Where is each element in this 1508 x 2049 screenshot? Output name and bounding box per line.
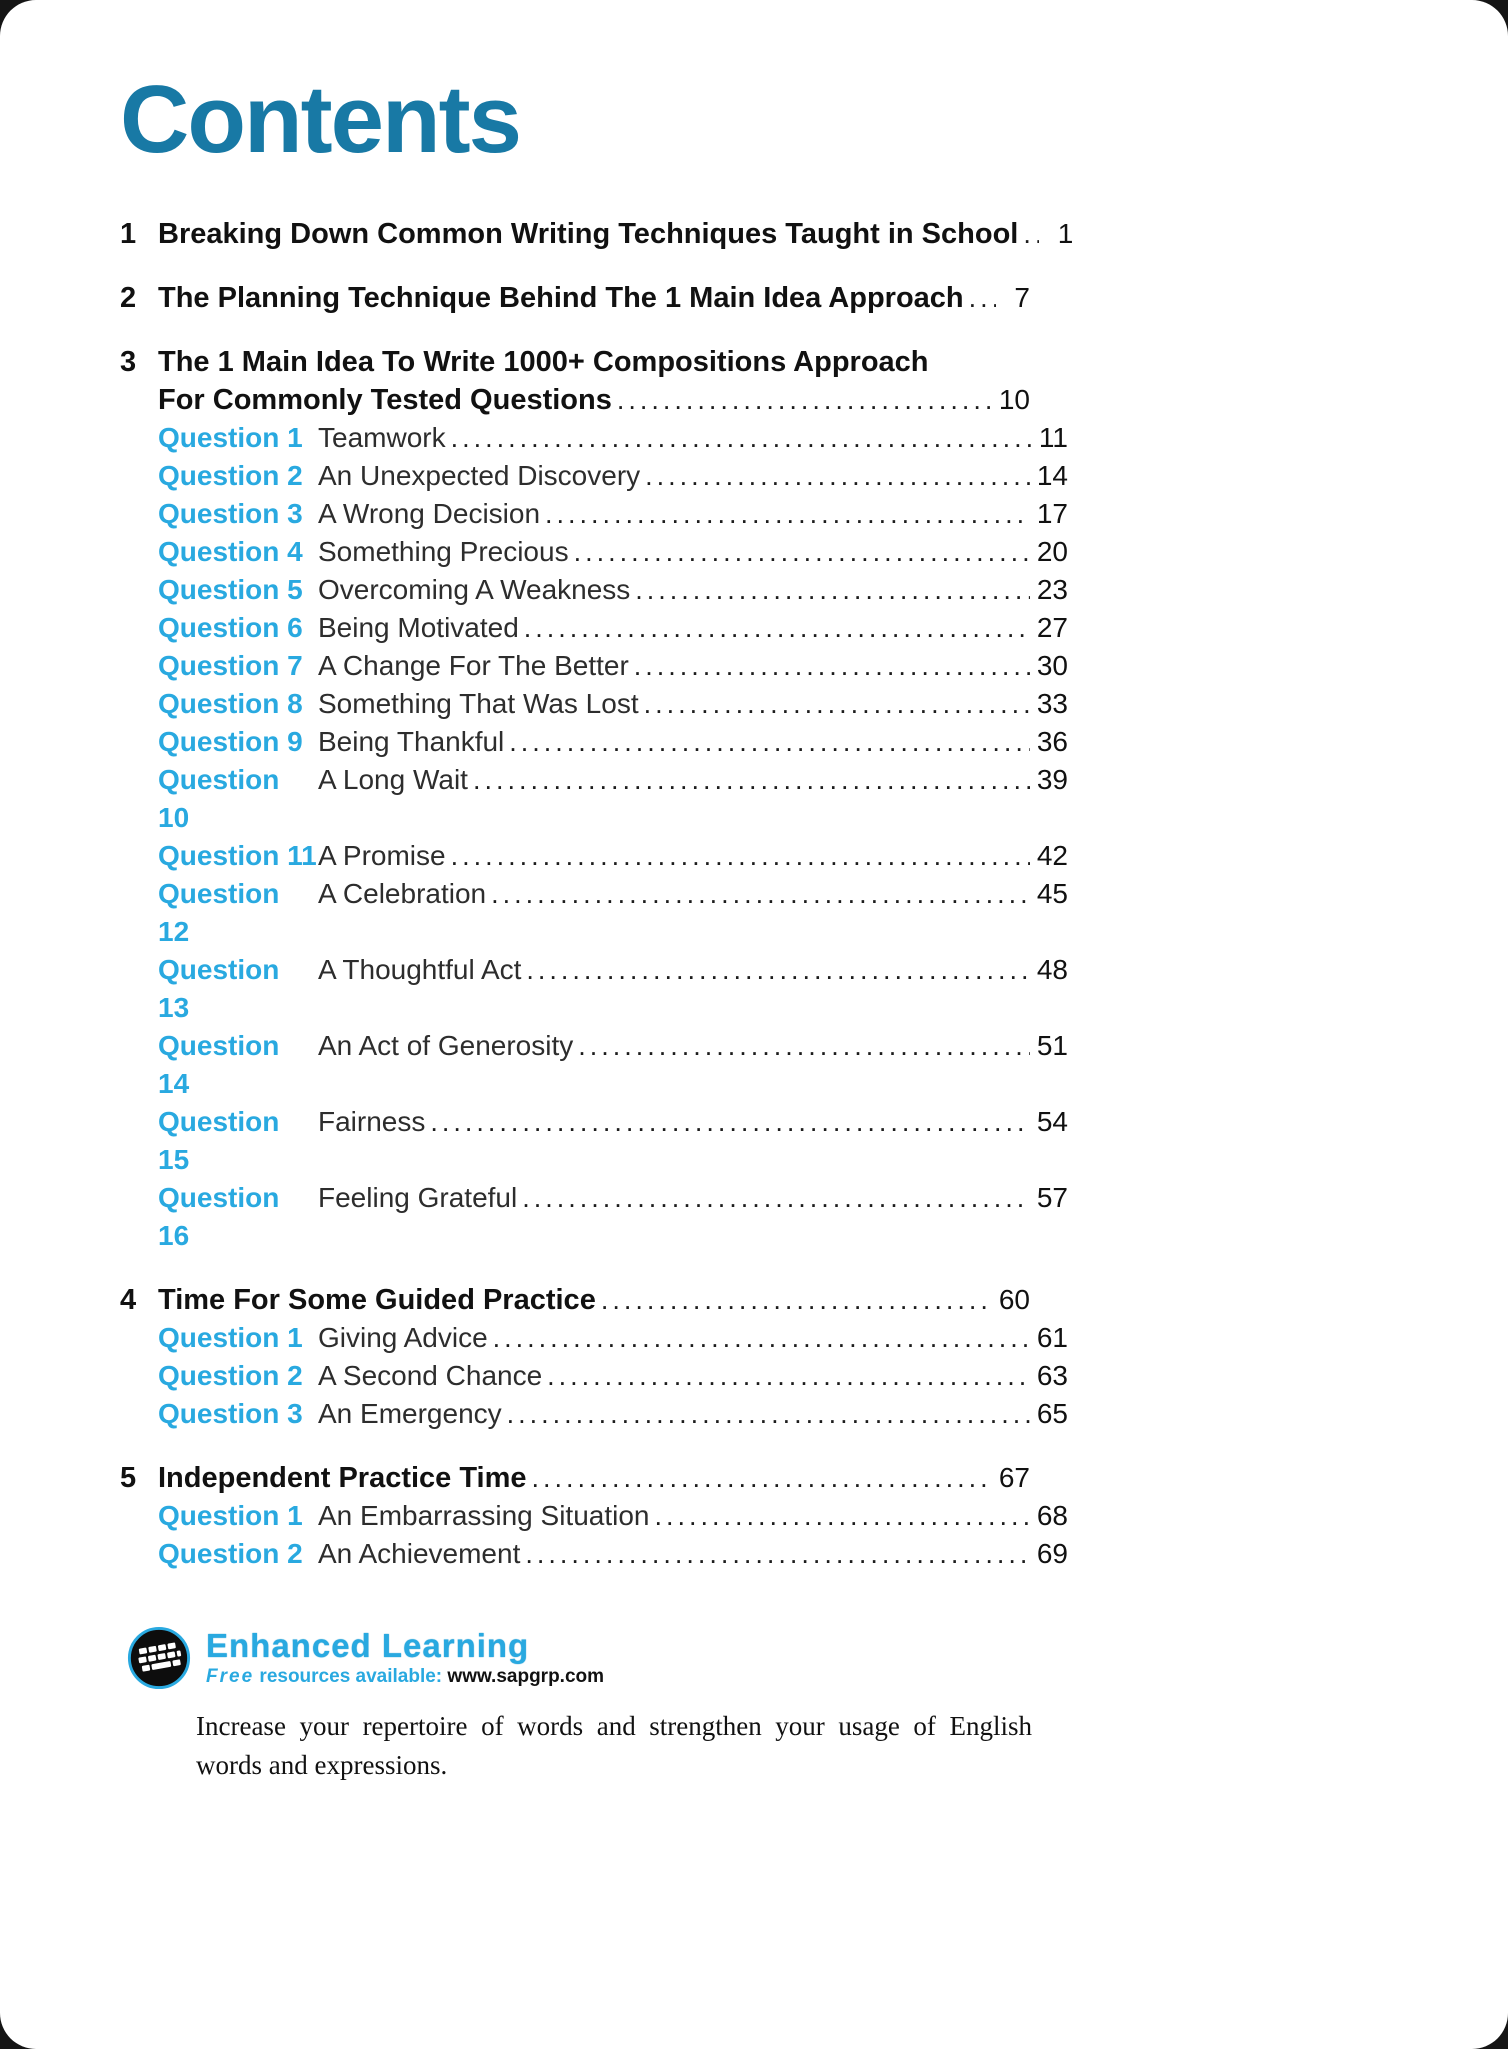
page-number: 61 — [1036, 1321, 1068, 1353]
dot-leader — [601, 1281, 992, 1319]
question-title: Giving Advice — [318, 1321, 488, 1353]
dot-leader — [634, 647, 1030, 685]
question-label: Question 3 — [158, 497, 303, 529]
dot-leader — [507, 1395, 1030, 1433]
question-title: A Promise — [318, 839, 446, 871]
question-row — [158, 685, 1068, 723]
page-number: 17 — [1036, 497, 1068, 529]
page-content — [120, 66, 1074, 1785]
question-title: A Second Chance — [318, 1359, 543, 1391]
chapter-row — [120, 1281, 1030, 1319]
question-label: Question 15 — [158, 1105, 280, 1175]
dot-leader — [451, 837, 1030, 875]
question-row — [158, 647, 1068, 685]
question-label: Question 5 — [158, 573, 303, 605]
question-row — [158, 1179, 1068, 1255]
question-title: Fairness — [318, 1105, 426, 1137]
brand-name: Enhanced Learning — [206, 1626, 530, 1664]
question-title: Being Thankful — [318, 725, 505, 757]
question-title: An Embarrassing Situation — [318, 1499, 650, 1531]
footer-description: Increase your repertoire of words and strengthen your usage of English words and expressions. — [196, 1710, 1032, 1780]
question-label: Question 14 — [158, 1029, 280, 1099]
question-row — [158, 1535, 1068, 1573]
question-row — [158, 875, 1068, 951]
question-title: Overcoming A Weakness — [318, 573, 631, 605]
page-title: Contents — [120, 66, 520, 173]
enhanced-learning-logo-icon — [126, 1625, 192, 1691]
chapter-row — [120, 381, 1030, 419]
chapter-block — [120, 343, 1068, 1255]
dot-leader — [473, 761, 1030, 799]
question-row — [158, 609, 1068, 647]
chapter-block — [120, 1459, 1068, 1573]
question-title: An Achievement — [318, 1537, 521, 1569]
chapter-row — [120, 215, 1074, 253]
question-row — [158, 951, 1068, 1027]
question-row — [158, 1357, 1068, 1395]
question-label: Question 1 — [158, 1321, 303, 1353]
page-number: 27 — [1036, 611, 1068, 643]
question-label: Question 10 — [158, 763, 280, 833]
page-number: 45 — [1036, 877, 1068, 909]
question-label: Question 12 — [158, 877, 280, 947]
brand-text — [206, 1628, 604, 1688]
question-row — [158, 837, 1068, 875]
page-number: 57 — [1036, 1181, 1068, 1213]
dot-leader — [522, 1179, 1030, 1217]
page-number: 36 — [1036, 725, 1068, 757]
question-label: Question 2 — [158, 459, 303, 491]
page-number: 10 — [998, 383, 1030, 415]
dot-leader — [491, 875, 1030, 913]
dot-leader — [969, 279, 996, 317]
question-row — [158, 1497, 1068, 1535]
page-number: 68 — [1036, 1499, 1068, 1531]
question-title: A Celebration — [318, 877, 487, 909]
page-number: 11 — [1038, 421, 1068, 453]
chapter-block — [120, 215, 1074, 253]
question-title: An Unexpected Discovery — [318, 459, 641, 491]
chapter-number: 3 — [120, 345, 137, 378]
dot-leader — [617, 381, 992, 419]
page-number: 63 — [1036, 1359, 1068, 1391]
page-number: 48 — [1036, 953, 1068, 985]
page-number: 39 — [1036, 763, 1068, 795]
question-row — [158, 1395, 1068, 1433]
chapter-block — [120, 1281, 1068, 1433]
chapter-row — [120, 343, 1030, 381]
question-title: Feeling Grateful — [318, 1181, 518, 1213]
question-title: A Change For The Better — [318, 649, 629, 681]
question-row — [158, 495, 1068, 533]
free-label: Free — [206, 1665, 255, 1687]
question-row — [158, 571, 1068, 609]
dot-leader — [509, 723, 1030, 761]
page-number: 30 — [1036, 649, 1068, 681]
page-number: 23 — [1036, 573, 1068, 605]
chapter-number: 5 — [120, 1461, 137, 1494]
question-title: An Emergency — [318, 1397, 502, 1429]
dot-leader — [644, 685, 1030, 723]
question-label: Question 9 — [158, 725, 303, 757]
chapter-title: The Planning Technique Behind The 1 Main Idea Approach — [158, 281, 964, 314]
dot-leader — [524, 609, 1030, 647]
dot-leader — [578, 1027, 1030, 1065]
dot-leader — [525, 1535, 1030, 1573]
dot-leader — [430, 1103, 1029, 1141]
brand-row — [126, 1625, 1030, 1691]
page-number: 69 — [1036, 1537, 1068, 1569]
page-number: 42 — [1036, 839, 1068, 871]
page-number: 20 — [1036, 535, 1068, 567]
chapter-title: Time For Some Guided Practice — [158, 1283, 596, 1316]
dot-leader — [493, 1319, 1030, 1357]
question-row — [158, 419, 1068, 457]
question-title: A Long Wait — [318, 763, 468, 795]
dot-leader — [526, 951, 1029, 989]
dot-leader — [532, 1459, 992, 1497]
question-title: A Wrong Decision — [318, 497, 541, 529]
question-title: Something Precious — [318, 535, 569, 567]
question-label: Question 6 — [158, 611, 303, 643]
dot-leader — [645, 457, 1030, 495]
question-label: Question 4 — [158, 535, 303, 567]
page-number: 33 — [1036, 687, 1068, 719]
page-number: 67 — [998, 1461, 1030, 1493]
chapter-row — [120, 1459, 1030, 1497]
question-title: Being Motivated — [318, 611, 519, 643]
chapter-title: Independent Practice Time — [158, 1461, 527, 1494]
dot-leader — [451, 419, 1032, 457]
page-number: 1 — [1057, 217, 1074, 249]
page-number: 54 — [1036, 1105, 1068, 1137]
dot-leader — [635, 571, 1030, 609]
chapter-row — [120, 279, 1030, 317]
chapter-title: The 1 Main Idea To Write 1000+ Compositions Approach — [158, 345, 929, 378]
question-title: A Thoughtful Act — [318, 953, 522, 985]
chapter-title: For Commonly Tested Questions — [158, 383, 612, 416]
question-row — [158, 1027, 1068, 1103]
chapter-number: 4 — [120, 1283, 137, 1316]
question-row — [158, 1103, 1068, 1179]
question-label: Question 2 — [158, 1537, 303, 1569]
question-label: Question 11 — [158, 839, 317, 871]
toc — [120, 215, 1074, 1573]
chapter-number: 1 — [120, 217, 137, 250]
question-row — [158, 723, 1068, 761]
resources-text: resources available: — [259, 1665, 443, 1687]
question-label: Question 7 — [158, 649, 303, 681]
page-number: 65 — [1036, 1397, 1068, 1429]
dot-leader — [547, 1357, 1030, 1395]
dot-leader — [545, 495, 1030, 533]
question-row — [158, 761, 1068, 837]
page-number: 51 — [1036, 1029, 1068, 1061]
dot-leader — [655, 1497, 1030, 1535]
question-title: Teamwork — [318, 421, 446, 453]
website-url: www.sapgrp.com — [447, 1665, 605, 1687]
question-label: Question 1 — [158, 421, 303, 453]
question-label: Question 13 — [158, 953, 280, 1023]
chapter-title: Breaking Down Common Writing Techniques Taught in School — [158, 217, 1019, 250]
brand-tagline — [206, 1666, 604, 1688]
page-number: 14 — [1036, 459, 1068, 491]
question-title: Something That Was Lost — [318, 687, 639, 719]
question-label: Question 2 — [158, 1359, 303, 1391]
question-row — [158, 457, 1068, 495]
question-row — [158, 1319, 1068, 1357]
question-label: Question 16 — [158, 1181, 280, 1251]
dot-leader — [574, 533, 1030, 571]
question-label: Question 3 — [158, 1397, 303, 1429]
chapter-number: 2 — [120, 281, 137, 314]
page-number: 7 — [1014, 281, 1030, 313]
question-label: Question 1 — [158, 1499, 303, 1531]
page-number: 60 — [998, 1283, 1030, 1315]
dot-leader — [1023, 215, 1039, 253]
question-label: Question 8 — [158, 687, 303, 719]
chapter-block — [120, 279, 1030, 317]
question-title: An Act of Generosity — [318, 1029, 574, 1061]
question-row — [158, 533, 1068, 571]
footer — [120, 1625, 1030, 1785]
